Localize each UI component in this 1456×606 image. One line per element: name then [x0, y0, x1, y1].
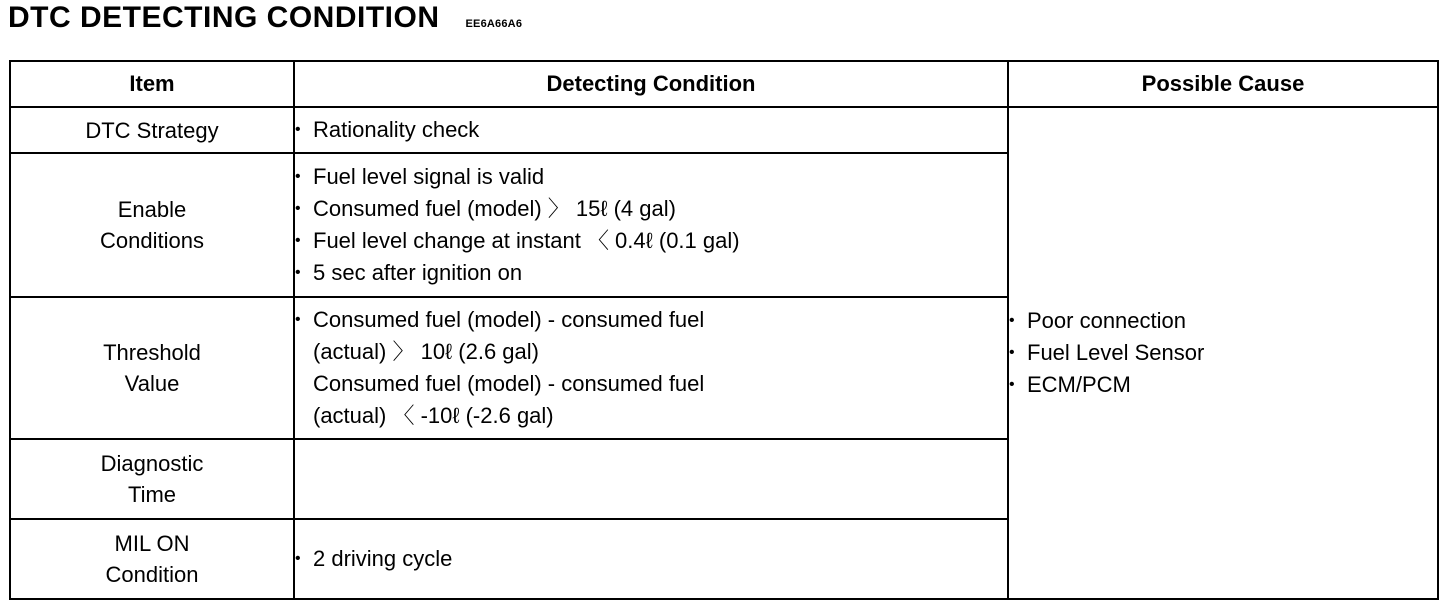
bullet-icon: •	[295, 264, 301, 281]
table-header-row	[10, 61, 1438, 107]
item-cell-diagnostic-time	[10, 439, 294, 519]
bullet-icon: •	[295, 168, 301, 185]
bullet-icon: •	[295, 121, 301, 138]
item-cell-threshold-value	[10, 297, 294, 439]
list-item	[295, 161, 1007, 193]
condition-list	[295, 543, 1007, 575]
item-label-line: Condition	[105, 562, 199, 587]
condition-text: Fuel level signal is valid	[313, 164, 545, 189]
list-item	[295, 225, 1007, 257]
item-label-line: Time	[127, 482, 177, 507]
cause-text: ECM/PCM	[1027, 372, 1131, 397]
condition-cell-dtc-strategy	[294, 107, 1008, 153]
bullet-icon: •	[295, 311, 301, 328]
list-item	[295, 304, 1007, 336]
condition-cell-diagnostic-time-empty	[294, 439, 1008, 519]
condition-list	[295, 304, 1007, 336]
cause-text: Poor connection	[1027, 308, 1186, 333]
column-header-item: Item	[10, 61, 294, 107]
bullet-icon: •	[295, 550, 301, 567]
document-code: EE6A66A6	[465, 18, 523, 30]
item-cell-enable-conditions	[10, 153, 294, 297]
item-label-line: Enable	[117, 197, 187, 222]
bullet-icon: •	[295, 200, 301, 217]
dtc-condition-table	[9, 60, 1439, 600]
list-item	[295, 257, 1007, 289]
item-cell-dtc-strategy: DTC Strategy	[10, 107, 294, 153]
bullet-icon: •	[1009, 376, 1015, 393]
condition-text: Fuel level change at instant 〈 0.4ℓ (0.1 gal)	[313, 228, 740, 253]
bullet-icon: •	[1009, 344, 1015, 361]
condition-text: Consumed fuel (model) - consumed fuel	[313, 307, 705, 332]
condition-text: Rationality check	[313, 117, 480, 142]
condition-list	[295, 161, 1007, 289]
table-row-dtc-strategy	[10, 107, 1438, 153]
page-title: DTC DETECTING CONDITION	[8, 1, 440, 34]
item-label-line: Conditions	[100, 228, 204, 253]
list-item	[1009, 369, 1437, 401]
condition-cell-mil-on-condition	[294, 519, 1008, 599]
cause-text: Fuel Level Sensor	[1027, 340, 1205, 365]
condition-list	[295, 114, 1007, 146]
possible-cause-cell	[1008, 107, 1438, 599]
condition-continuation-text: (actual) 〈 -10ℓ (-2.6 gal)	[313, 403, 554, 428]
condition-continuation-text: Consumed fuel (model) - consumed fuel	[313, 371, 705, 396]
list-item	[1009, 305, 1437, 337]
title-row	[8, 0, 522, 40]
bullet-icon: •	[1009, 312, 1015, 329]
list-item	[295, 543, 1007, 575]
condition-text: 5 sec after ignition on	[313, 260, 523, 285]
list-item	[295, 193, 1007, 225]
item-label-line: Threshold	[103, 340, 201, 365]
item-label-line: MIL ON	[114, 531, 190, 556]
bullet-icon: •	[295, 232, 301, 249]
item-label-line: Value	[124, 371, 180, 396]
condition-cell-threshold-value	[294, 297, 1008, 439]
list-item	[1009, 337, 1437, 369]
column-header-detecting-condition: Detecting Condition	[294, 61, 1008, 107]
list-item	[295, 114, 1007, 146]
condition-cell-enable-conditions	[294, 153, 1008, 297]
condition-text: 2 driving cycle	[313, 546, 453, 571]
condition-text: Consumed fuel (model) 〉 15ℓ (4 gal)	[313, 196, 676, 221]
condition-continuation-text: (actual) 〉 10ℓ (2.6 gal)	[313, 339, 539, 364]
column-header-possible-cause: Possible Cause	[1008, 61, 1438, 107]
possible-cause-list	[1009, 305, 1437, 401]
item-cell-mil-on-condition	[10, 519, 294, 599]
item-label-line: Diagnostic	[100, 451, 204, 476]
